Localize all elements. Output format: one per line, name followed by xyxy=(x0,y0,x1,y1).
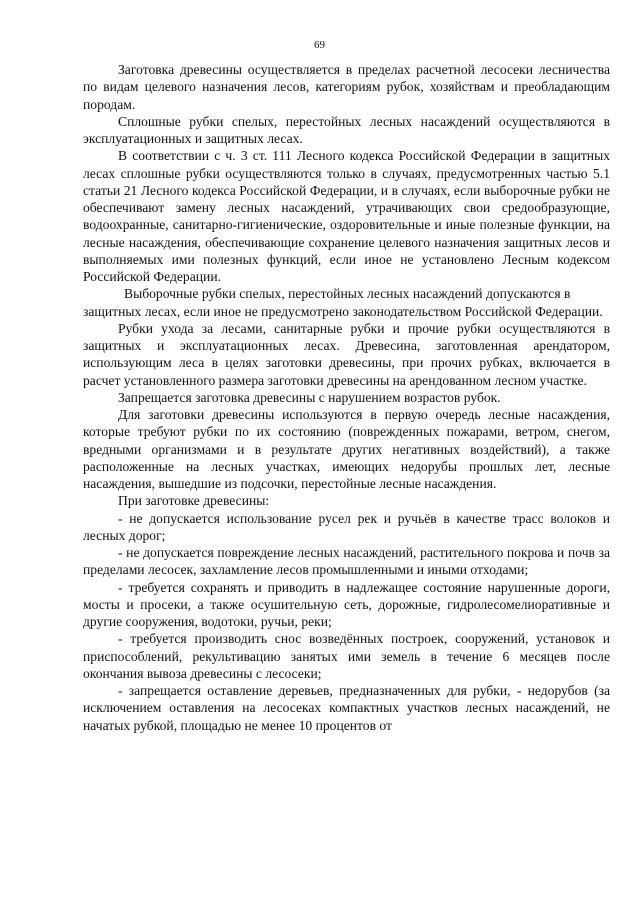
list-item-damage: - не допускается повреждение лесных насаждений, растительного покрова и почв за пределами лесосек, захламление лесов промышленными и иными отходами; xyxy=(83,545,610,578)
paragraph-forest-code: В соответствии с ч. 3 ст. 111 Лесного кодекса Российской Федерации в защитных лесах сплошные рубки осуществляются только в случаях, предусмотренных частью 5.1 статьи 21 Лесного кодекса Российской Федерации, и в случаях, если выборочные рубки не обеспечивают замену лесных насаждений, утрачивающих свои средообразующие, водоохранные, санитарно-гигиенические, оздоровительные и иные полезные функции, на лесные насаждения, обеспечивающие сохранение целевого назначения защитных лесов и выполняемых ими полезных функций, если иное не установлено Лесным кодексом Российской Федерации. xyxy=(83,148,610,284)
list-item-riverbeds: - не допускается использование русел рек и ручьёв в качестве трасс волоков и лесных дорог; xyxy=(83,510,610,543)
paragraph-age-prohibition: Запрещается заготовка древесины с нарушением возрастов рубок. xyxy=(118,389,501,405)
document-body xyxy=(83,61,610,734)
paragraph-priority-stands: Для заготовки древесины используются в первую очередь лесные насаждения, которые требуют рубки по их состоянию (поврежденных пожарами, ветром, снегом, вредными организмами и в результате других негативных воздействий), а также расположенные на лесных участках, имеющих недорубы прошлых лет, лесные насаждения, вышедшие из подсочки, перестойные лесные насаждения. xyxy=(83,407,610,491)
page-number: 69 xyxy=(314,39,325,51)
paragraph-harvest-limits: Заготовка древесины осуществляется в пределах расчетной лесосеки лесничества по видам целевого назначения лесов, категориям рубок, хозяйствам и преобладающим породам. xyxy=(83,62,610,112)
paragraph-thinning: Рубки ухода за лесами, санитарные рубки и прочие рубки осуществляются в защитных и эксплуатационных лесах. Древесина, заготовленная арендатором, использующим леса в целях заготовки древесины, при прочих рубках, включается в расчет установленного размера заготовки древесины на арендованном лесном участке. xyxy=(83,320,610,388)
list-item-demolition: - требуется производить снос возведённых построек, сооружений, установок и приспособлений, рекультивацию занятых ими земель в течение 6 месяцев после окончания вывоза древесины с лесосеки; xyxy=(83,631,610,681)
list-item-uncut-trees: - запрещается оставление деревьев, предназначенных для рубки, - недорубов (за исключением оставления на лесосеках компактных участков лесных насаждений, не начатых рубкой, площадью не менее 10 процентов от xyxy=(83,683,610,733)
paragraph-selective-cutting: Выборочные рубки спелых, перестойных лесных насаждений допускаются в защитных лесах, если иное не предусмотрено законодательством Российской Федерации. xyxy=(83,286,603,319)
paragraph-rules-intro: При заготовке древесины: xyxy=(118,493,270,509)
paragraph-clear-cutting: Сплошные рубки спелых, перестойных лесных насаждений осуществляются в эксплуатационных и защитных лесах. xyxy=(83,113,610,146)
list-item-roads: - требуется сохранять и приводить в надлежащее состояние нарушенные дороги, мосты и просеки, а также осушительную сеть, дорожные, гидролесомелиоративные и другие сооружения, водотоки, ручьи, реки; xyxy=(83,579,610,629)
